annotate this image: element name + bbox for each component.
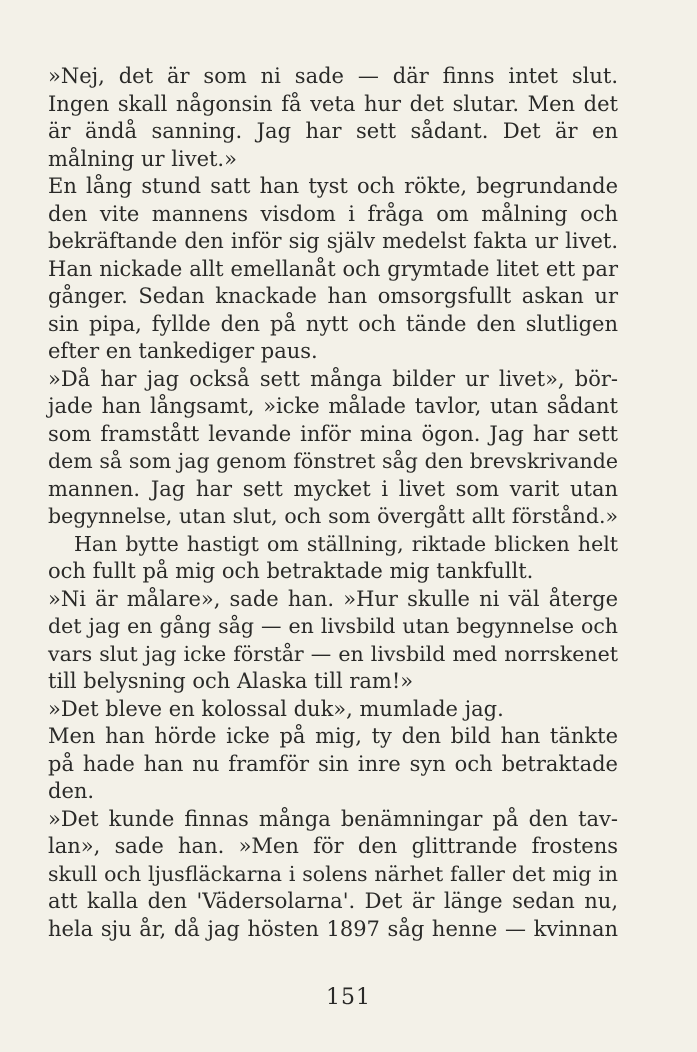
page-number: 151 — [326, 985, 371, 1010]
text-line: den vite mannens visdom i fråga om målning och — [48, 201, 618, 226]
text-line: begynnelse, utan slut, och som övergått allt förstånd.» — [48, 504, 618, 528]
text-line: det jag en gång såg — en livsbild utan begynnelse och — [48, 614, 618, 638]
text-line: Ingen skall någonsin få veta hur det slutar. Men det — [48, 91, 618, 116]
text-line: mannen. Jag har sett mycket i livet som varit utan — [48, 476, 618, 501]
text-line: »Då har jag också sett många bilder ur livet», bör- — [48, 366, 618, 391]
text-line: efter en tankediger paus. — [48, 339, 318, 363]
text-line: och fullt på mig och betraktade mig tankfullt. — [48, 559, 534, 583]
text-line: som framstått levande inför mina ögon. Jag har sett — [48, 421, 618, 446]
text-line: den. — [48, 779, 95, 803]
text-line: Men han hörde icke på mig, ty den bild han tänkte — [48, 724, 618, 748]
text-line: »Ni är målare», sade han. »Hur skulle ni väl återge — [48, 586, 618, 611]
text-line: sin pipa, fyllde den på nytt och tände den slutligen — [48, 311, 618, 336]
text-line: »Det kunde finnas många benämningar på den tav- — [48, 806, 618, 831]
text-line: lan», sade han. »Men för den glittrande frostens — [48, 834, 618, 858]
text-line: jade han långsamt, »icke målade tavlor, utan sådant — [48, 394, 618, 418]
text-line: En lång stund satt han tyst och rökte, begrundande — [48, 174, 618, 198]
text-line: Han bytte hastigt om ställning, riktade blicken helt — [74, 531, 618, 556]
text-line: gånger. Sedan knackade han omsorgsfullt askan ur — [48, 284, 618, 308]
text-line: Han nickade allt emellanåt och grymtade litet ett par — [48, 256, 618, 281]
text-line: vars slut jag icke förstår — en livsbild med norrskenet — [48, 641, 618, 666]
text-line: dem så som jag genom fönstret såg den brevskrivande — [48, 449, 618, 473]
text-line: »Nej, det är som ni sade — där finns intet slut. — [48, 64, 618, 88]
text-line: hela sju år, då jag hösten 1897 såg henne — kvinnan — [48, 916, 618, 941]
text-line: att kalla den 'Vädersolarna'. Det är länge sedan nu, — [48, 889, 618, 913]
text-line: målning ur livet.» — [48, 146, 237, 171]
body-text — [48, 63, 618, 943]
text-line: till belysning och Alaska till ram!» — [48, 669, 414, 693]
text-line: på hade han nu framför sin inre syn och betraktade — [48, 751, 618, 776]
text-line: »Det bleve en kolossal duk», mumlade jag. — [48, 696, 504, 721]
text-line: är ändå sanning. Jag har sett sådant. Det är en — [48, 119, 618, 143]
text-line: skull och ljusfläckarna i solens närhet faller det mig in — [48, 861, 618, 886]
text-line: bekräftande den inför sig själv medelst fakta ur livet. — [48, 229, 618, 253]
